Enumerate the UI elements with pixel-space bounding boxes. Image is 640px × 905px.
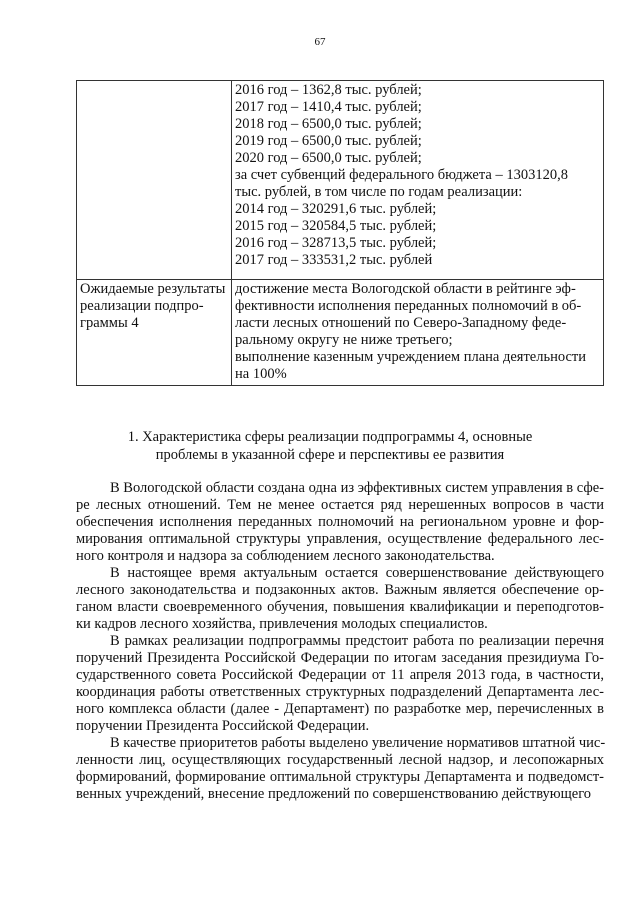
funding-line: 2015 год – 320584,5 тыс. рублей;: [235, 218, 437, 234]
paragraph-line: поручении Президента Российской Федерации.: [76, 718, 370, 734]
funding-line: 2020 год – 6500,0 тыс. рублей;: [235, 150, 422, 166]
paragraph-line: сударственного совета Российской Федерации от 11 апреля 2013 года, в частности,: [76, 667, 604, 683]
label-line: граммы 4: [80, 315, 139, 331]
funding-line: тыс. рублей, в том числе по годам реализации:: [235, 184, 523, 200]
result-line: достижение места Вологодской области в рейтинге эф-: [235, 281, 576, 297]
table-value-cell: [232, 81, 604, 280]
paragraph-line: ного комплекса области (далее - Департамент) по разработке мер, перечисленных в: [76, 701, 604, 717]
paragraph-line: формирований, формирование оптимальной структуры Департамента и подведомст-: [76, 769, 604, 785]
funding-line: 2017 год – 333531,2 тыс. рублей: [235, 252, 433, 268]
heading-line: 1. Характеристика сферы реализации подпрограммы 4, основные: [127, 429, 533, 445]
paragraph-line: ре лесных отношений. Тем не менее остается ряд нерешенных вопросов в части: [76, 497, 604, 513]
body-text: [76, 480, 604, 803]
page-number: 67: [314, 36, 326, 48]
result-line: ласти лесных отношений по Северо-Западному феде-: [235, 315, 567, 331]
table-label-cell: [77, 280, 232, 386]
paragraph-line: координация работы ответственных структурных подразделений Департамента лес-: [76, 684, 604, 700]
table-row: [77, 280, 604, 386]
paragraph-line: мирования оптимальной структуры управления, осуществление федерального лес-: [76, 531, 604, 547]
label-line: реализации подпро-: [80, 298, 204, 314]
funding-line: за счет субвенций федерального бюджета – 1303120,8: [235, 167, 568, 183]
table-label-cell: [77, 81, 232, 280]
paragraph-line: поручений Президента Российской Федерации по итогам заседания президиума Го-: [76, 650, 604, 666]
paragraph-line: В Вологодской области создана одна из эффективных систем управления в сфе-: [110, 480, 604, 496]
funding-line: 2017 год – 1410,4 тыс. рублей;: [235, 99, 422, 115]
funding-line: 2019 год – 6500,0 тыс. рублей;: [235, 133, 422, 149]
paragraph-line: обеспечения исполнения переданных полномочий на региональном уровне и фор-: [76, 514, 604, 530]
funding-line: 2014 год – 320291,6 тыс. рублей;: [235, 201, 437, 217]
funding-line: 2018 год – 6500,0 тыс. рублей;: [235, 116, 422, 132]
table-row: [77, 81, 604, 280]
paragraph-line: ки кадров лесного хозяйства, привлечения молодых специалистов.: [76, 616, 488, 632]
section-heading: [90, 428, 570, 464]
heading-line: проблемы в указанной сфере и перспективы ее развития: [155, 447, 505, 463]
result-line: выполнение казенным учреждением плана деятельности: [235, 349, 586, 365]
paragraph-line: лесного законодательства и подзаконных актов. Важным является обеспечение ор-: [76, 582, 604, 598]
result-line: ральному округу не ниже третьего;: [235, 332, 453, 348]
subprogram-passport-table: [76, 80, 604, 386]
paragraph-line: ного контроля и надзора за соблюдением лесного законодательства.: [76, 548, 495, 564]
result-line: на 100%: [235, 366, 287, 382]
table-value-cell: [232, 280, 604, 386]
paragraph-line: ганом власти своевременного обучения, повышения квалификации и переподготов-: [76, 599, 604, 615]
paragraph-line: венных учреждений, внесение предложений по совершенствованию действующего: [76, 786, 592, 802]
paragraph-line: В качестве приоритетов работы выделено увеличение нормативов штатной чис-: [110, 735, 606, 751]
paragraph-line: В рамках реализации подпрограммы предстоит работа по реализации перечня: [110, 633, 604, 649]
funding-line: 2016 год – 328713,5 тыс. рублей;: [235, 235, 437, 251]
paragraph-line: ленности лиц, осуществляющих государственный лесной надзор, и лесопожарных: [76, 752, 604, 768]
funding-line: 2016 год – 1362,8 тыс. рублей;: [235, 82, 422, 98]
result-line: фективности исполнения переданных полномочий в об-: [235, 298, 582, 314]
label-line: Ожидаемые результаты: [80, 281, 226, 297]
paragraph-line: В настоящее время актуальным остается совершенствование действующего: [110, 565, 604, 581]
